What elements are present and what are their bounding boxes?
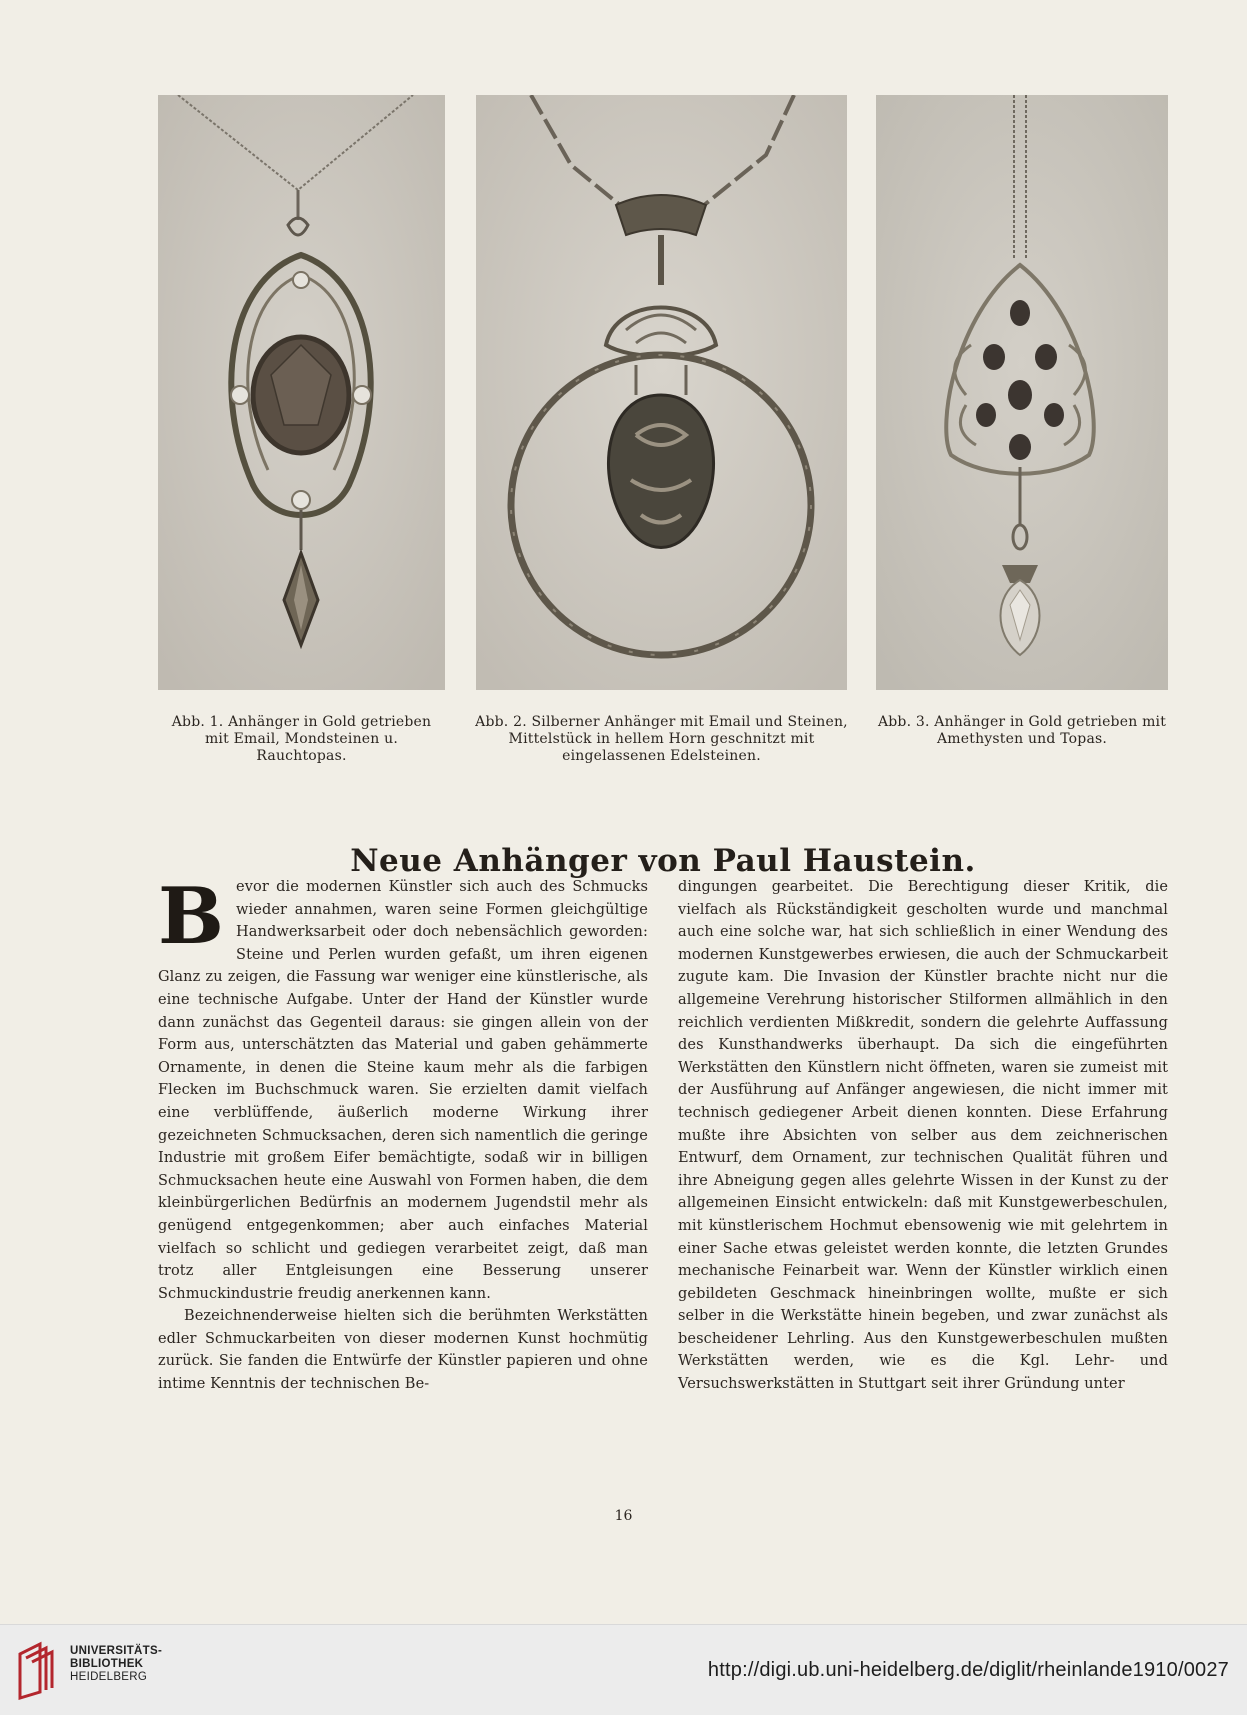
- paragraph-1: [158, 871, 648, 1305]
- pendant-3-illustration: [876, 95, 1168, 690]
- library-name-line-3: HEIDELBERG: [70, 1671, 148, 1683]
- paragraph-2: Bezeichnenderweise hielten sich die berühmten Werkstätten edler Schmuckarbeiten von dieser modernen Kunst hochmütig zurück. Sie fanden die Entwürfe der Künstler papieren und ohne intime Kenntnis der technischen Be-: [158, 1308, 648, 1393]
- text-column-left: [158, 871, 648, 1396]
- source-url-link[interactable]: http://digi.ub.uni-heidelberg.de/diglit/rheinlande1910/0027: [707, 1659, 1229, 1681]
- article-title: Neue Anhänger von Paul Haustein.: [350, 842, 976, 879]
- page-number: 16: [614, 1508, 633, 1524]
- pendant-2-illustration: [476, 95, 847, 690]
- digitization-footer: [0, 1624, 1247, 1715]
- paragraph-3: dingungen gearbeitet. Die Berechtigung dieser Kritik, die vielfach als Rückständigkeit gescholten wurde und manchmal auch eine solche war, hat sich schließlich in einer Wendung des modernen Kunstgewerbes erwiesen, die auch der Schmuckarbeit zugute kam. Die Invasion der Künstler brachte nicht nur die allgemeine Verehrung historischer Stilformen allmählich in den reichlich verdienten Mißkredit, sondern die gelehrte Auffassung des Kunsthandwerks überhaupt. Da sich die eingeführten Werkstätten den Künstlern nicht öffneten, waren sie zumeist mit der Ausführung auf Anfänger angewiesen, die nicht immer mit technisch gediegener Arbeit dienen konnten. Diese Erfahrung mußte ihre Absichten von selber aus dem zeichnerischen Entwurf, dem Ornament, zur technischen Qualität führen und ihre Abneigung gegen alles gelehrte Wissen in der Kunst zu der allgemeinen Einsicht entwickeln: daß mit Kunstgewerbeschulen, mit künstlerischem Hochmut ebensowenig wie mit gelehrtem in einer Sache etwas geleistet werden konnte, die letzten Grundes mechanische Feinarbeit war. Wenn der Künstler wirklich einen gebildeten Geschmack hineinbringen wollte, mußte er sich selber in die Werkstätte hinein begeben, und zwar zunächst als bescheidener Lehrling. Aus den Kunstgewerbeschulen mußten Werkstätten werden, wie es die Kgl. Lehr- und Versuchswerkstätten in Stuttgart seit ihrer Gründung unter: [678, 879, 1168, 1393]
- text-column-right: [678, 876, 1168, 1396]
- figure-2-caption: Abb. 2. Silberner Anhänger mit Email und Steinen, Mittelstück in hellem Horn geschnitzt mit eingelassenen Edelsteinen.: [475, 714, 848, 764]
- library-name-line-2: BIBLIOTHEK: [70, 1658, 144, 1670]
- pendant-1-illustration: [158, 95, 445, 690]
- figure-1-caption: Abb. 1. Anhänger in Gold getrieben mit Email, Mondsteinen u. Rauchtopas.: [171, 714, 432, 764]
- figure-2-photo: [476, 95, 847, 690]
- figure-3-caption: Abb. 3. Anhänger in Gold getrieben mit Amethysten und Topas.: [877, 714, 1167, 747]
- library-name-line-1: UNIVERSITÄTS-: [70, 1645, 163, 1657]
- library-name: [70, 1645, 162, 1684]
- figure-3-photo: [876, 95, 1168, 690]
- drop-cap: B: [158, 871, 225, 962]
- library-logo-icon: [12, 1640, 70, 1700]
- paragraph-1-text: evor die modernen Künstler sich auch des Schmucks wieder annahmen, waren seine Formen gleichgültige Handwerksarbeit oder doch nebensächlich geworden: Steine und Perlen wurden gefaßt, um ihren eigenen Glanz zu zeigen, die Fassung war weniger eine künstlerische, als eine technische Aufgabe. Unter der Hand der Künstler wurde dann zunächst das Gegenteil daraus: sie gingen allein von der Form aus, unterschätzten das Material und gaben gehämmerte Ornamente, in denen die Steine kaum mehr als die farbigen Flecken im Buchschmuck waren. Sie erzielten damit vielfach eine verblüffende, äußerlich moderne Wirkung ihrer gezeichneten Schmucksachen, deren sich namentlich die geringe Industrie mit großem Eifer bemächtigte, sodaß wir in billigen Schmucksachen heute eine Auswahl von Formen haben, die dem kleinbürgerlichen Bedürfnis an modernem Jugendstil mehr als genügend entgegenkommen; aber auch einfaches Material vielfach so schlicht und gediegen verarbeitet zeigt, daß man trotz aller Entgleisungen eine Besserung unserer Schmuckindustrie freudig anerkennen kann.: [158, 879, 648, 1302]
- figure-1-photo: [158, 95, 445, 690]
